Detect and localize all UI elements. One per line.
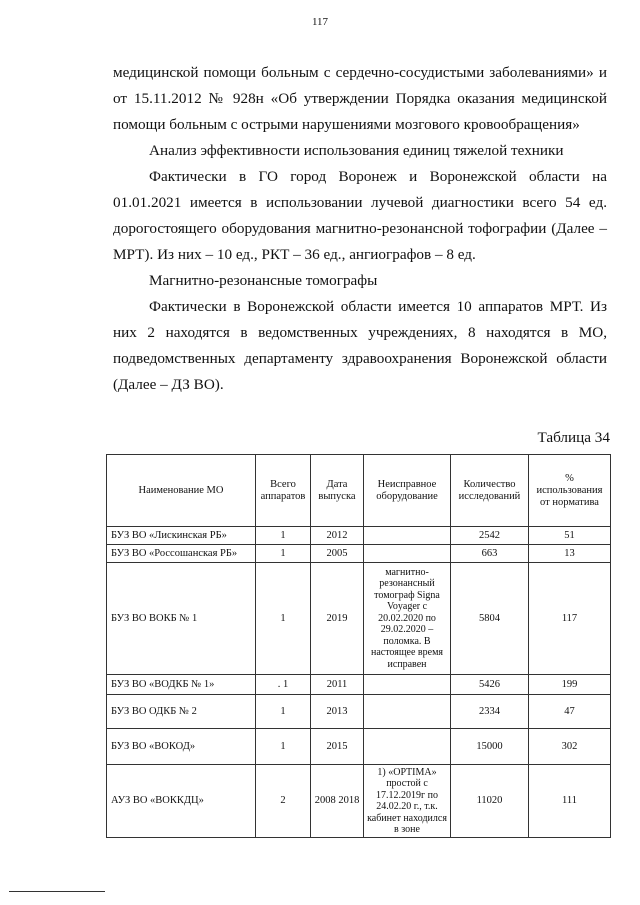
cell-year: 2015 [311,729,364,765]
table-header-row [107,455,611,527]
cell-count: 1 [256,545,311,563]
cell-pct: 51 [529,527,611,545]
cell-count: . 1 [256,675,311,695]
header-studies: Количество исследований [451,455,529,527]
cell-name: БУЗ ВО «ВОДКБ № 1» [107,675,256,695]
cell-fault [364,675,451,695]
header-name: Наименование МО [107,455,256,527]
cell-studies: 5804 [451,563,529,675]
cell-fault [364,545,451,563]
cell-count: 1 [256,563,311,675]
paragraph-mri-count: Фактически в Воронежской области имеется 10 аппаратов МРТ. Из них 2 находятся в ведомственных учреждениях, 8 находятся в МО, подведомственных департаменту здравоохранения Воронежской области (Далее – ДЗ ВО). [113,298,607,393]
table-caption: Таблица 34 [537,429,610,446]
page-number: 117 [311,16,329,28]
mri-equipment-table [106,454,611,838]
cell-name: БУЗ ВО «ВОКОД» [107,729,256,765]
cell-year: 2005 [311,545,364,563]
cell-studies: 663 [451,545,529,563]
cell-year: 2011 [311,675,364,695]
table-row [107,765,611,838]
header-pct: % использования от норматива [529,455,611,527]
cell-pct: 111 [529,765,611,838]
paragraph-orders-continuation: медицинской помощи больным с сердечно-сосудистыми заболеваниями» и от 15.11.2012 № 928н «Об утверждении Порядка оказания медицинской помощи больным с острыми нарушениями мозгового кровообращения» [113,64,607,133]
cell-year: 2013 [311,695,364,729]
section-heading-heavy-equipment: Анализ эффективности использования единиц тяжелой техники [149,142,564,159]
cell-fault: 1) «OPTIMA» простой с 17.12.2019г по 24.02.20 г., т.к. кабинет находился в зоне [364,765,451,838]
cell-fault: магнитно-резонансный томограф Signa Voyager с 20.02.2020 по 29.02.2020 – поломка. В настоящее время исправен [364,563,451,675]
section-heading-mri: Магнитно-резонансные томографы [149,272,378,289]
cell-studies: 15000 [451,729,529,765]
table-row [107,527,611,545]
cell-fault [364,527,451,545]
table-row [107,563,611,675]
cell-fault [364,729,451,765]
cell-count: 2 [256,765,311,838]
table-row [107,729,611,765]
cell-year: 2012 [311,527,364,545]
cell-count: 1 [256,527,311,545]
table-row [107,695,611,729]
header-year: Дата выпуска [311,455,364,527]
cell-name: БУЗ ВО ВОКБ № 1 [107,563,256,675]
cell-studies: 11020 [451,765,529,838]
cell-count: 1 [256,695,311,729]
cell-studies: 5426 [451,675,529,695]
cell-studies: 2542 [451,527,529,545]
header-fault: Неисправное оборудование [364,455,451,527]
cell-year: 2019 [311,563,364,675]
table-row [107,675,611,695]
cell-pct: 302 [529,729,611,765]
cell-fault [364,695,451,729]
cell-name: БУЗ ВО ОДКБ № 2 [107,695,256,729]
cell-name: АУЗ ВО «ВОККДЦ» [107,765,256,838]
cell-name: БУЗ ВО «Россошанская РБ» [107,545,256,563]
paragraph-equipment-summary: Фактически в ГО город Воронеж и Воронежской области на 01.01.2021 имеется в использовании лучевой диагностики всего 54 ед. дорогостоящего оборудования магнитно-резонансной тофографии (Далее – МРТ). Из них – 10 ед., РКТ – 36 ед., ангиографов – 8 ед. [113,168,607,263]
table-row [107,545,611,563]
cell-pct: 13 [529,545,611,563]
cell-pct: 117 [529,563,611,675]
cell-pct: 47 [529,695,611,729]
cell-studies: 2334 [451,695,529,729]
cell-year: 2008 2018 [311,765,364,838]
cell-pct: 199 [529,675,611,695]
header-count: Всего аппаратов [256,455,311,527]
cell-name: БУЗ ВО «Лискинская РБ» [107,527,256,545]
cell-count: 1 [256,729,311,765]
footnote-divider [9,891,105,892]
